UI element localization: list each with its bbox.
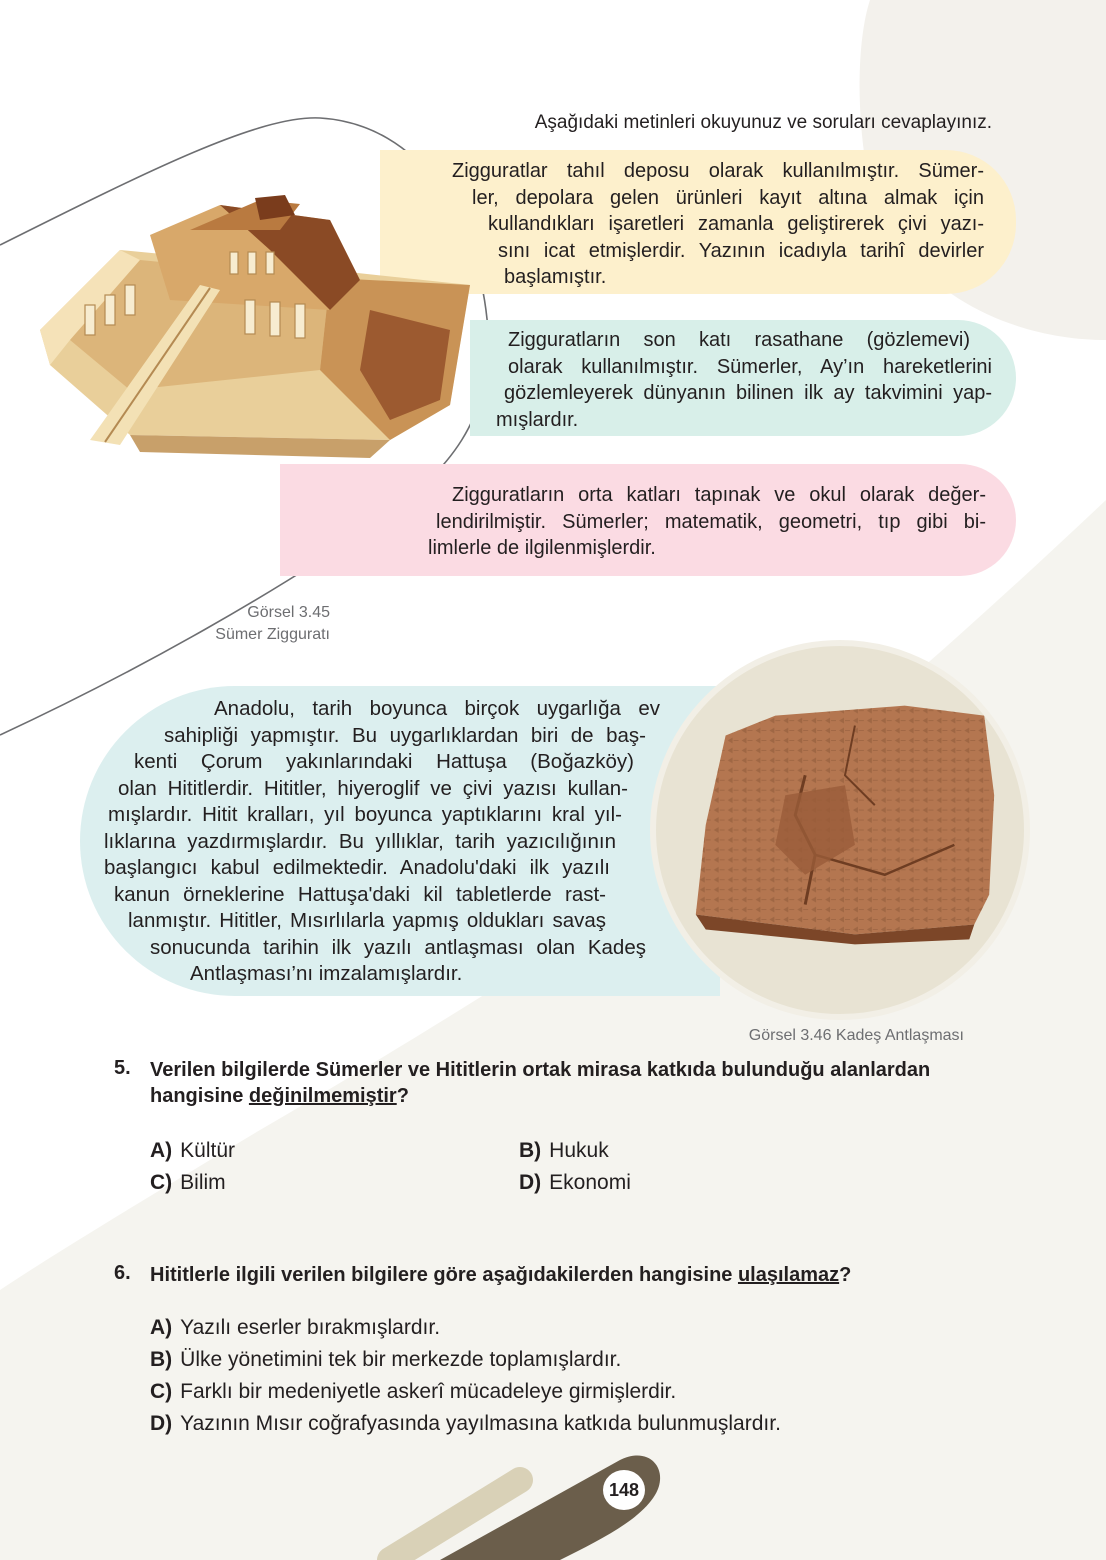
kadesh-tablet-image bbox=[656, 646, 1024, 1014]
option-text: Ekonomi bbox=[549, 1171, 631, 1194]
text-line: lanmıştır. Hititler, Mısırlılarla yapmış oldukları savaş bbox=[128, 909, 606, 932]
page-number: 148 bbox=[603, 1470, 645, 1510]
question-6-text bbox=[150, 1262, 1010, 1288]
option-text: Yazının Mısır coğrafyasında yayılmasına katkıda bulunmuşlardır. bbox=[180, 1412, 781, 1435]
question-5-keyword: değinilmemiştir bbox=[248, 1085, 397, 1107]
text-line: başlamıştır. bbox=[504, 266, 607, 288]
q5-option-b[interactable] bbox=[519, 1138, 609, 1164]
question-6-mark: ? bbox=[839, 1264, 852, 1286]
option-text: Bilim bbox=[180, 1171, 226, 1194]
question-6-number: 6. bbox=[114, 1262, 131, 1284]
option-key: A) bbox=[150, 1316, 173, 1339]
question-6-start: Hititlerle ilgili verilen bilgilere göre aşağıdakilerden hangisine bbox=[150, 1264, 738, 1286]
text-line: Antlaşması’nı imzalamışlardır. bbox=[190, 962, 463, 985]
text-line: mışlardır. Hitit kralları, yıl boyunca yaptıklarını kral yıl- bbox=[108, 803, 622, 826]
question-5-text bbox=[150, 1057, 1010, 1109]
text-line: sını icat etmişlerdir. Yazının icadıyla tarihî devirler bbox=[498, 239, 984, 262]
question-6-keyword: ulaşılamaz bbox=[737, 1264, 840, 1286]
text-line: sahipliği yapmıştır. Bu uygarlıklardan biri de baş- bbox=[164, 723, 646, 747]
figure-caption-kadesh: Görsel 3.46 Kadeş Antlaşması bbox=[748, 1027, 964, 1044]
option-text: Kültür bbox=[180, 1139, 236, 1162]
option-key: D) bbox=[150, 1412, 173, 1435]
text-line: olarak kullanılmıştır. Sümerler, Ay’ın hareketlerini bbox=[508, 355, 992, 378]
text-line: mışlardır. bbox=[496, 408, 579, 431]
q6-option-c[interactable] bbox=[150, 1379, 676, 1405]
q6-option-b[interactable] bbox=[150, 1347, 621, 1373]
option-key: A) bbox=[150, 1139, 173, 1162]
text-line: olan Hititlerdir. Hititler, hiyeroglif ve çivi yazısı kullan- bbox=[118, 776, 628, 800]
figure-number: Görsel 3.45 bbox=[247, 604, 330, 621]
option-key: C) bbox=[150, 1380, 173, 1403]
question-5-mark: ? bbox=[396, 1085, 409, 1107]
info-box-grain-storage-text bbox=[452, 158, 984, 291]
info-box-temple-school-text bbox=[398, 482, 986, 562]
text-line: gözlemleyerek dünyanın bilinen ilk ay takvimini yap- bbox=[504, 382, 992, 404]
figure-title: Sümer Zigguratı bbox=[215, 626, 330, 643]
option-text: Farklı bir medeniyetle askerî mücadeleye girmişlerdir. bbox=[180, 1380, 677, 1403]
ziggurat-illustration bbox=[30, 190, 470, 460]
question-5-number: 5. bbox=[114, 1057, 131, 1079]
question-5-line2-start: hangisine bbox=[150, 1085, 249, 1107]
figure-caption-ziggurat bbox=[150, 602, 330, 646]
text-line: Zigguratlar tahıl deposu olarak kullanılmıştır. Sümer- bbox=[452, 160, 984, 182]
text-line: sonucunda tarihin ilk yazılı antlaşması olan Kadeş bbox=[150, 935, 646, 959]
option-key: D) bbox=[519, 1171, 542, 1194]
info-box-hittites-text bbox=[104, 696, 660, 988]
q6-option-a[interactable] bbox=[150, 1315, 440, 1341]
text-line: Zigguratların son katı rasathane (gözlemevi) bbox=[508, 329, 970, 351]
q6-option-d[interactable] bbox=[150, 1411, 781, 1437]
info-box-observatory-text bbox=[496, 327, 992, 433]
option-key: B) bbox=[519, 1139, 542, 1162]
text-line: Anadolu, tarih boyunca birçok uygarlığa ev bbox=[214, 697, 660, 720]
question-5-line2 bbox=[150, 1083, 1010, 1109]
text-line: Zigguratların orta katları tapınak ve okul olarak değer- bbox=[452, 484, 986, 506]
q5-option-d[interactable] bbox=[519, 1170, 631, 1196]
kadesh-tablet-photo-frame bbox=[650, 640, 1030, 1020]
instruction-text: Aşağıdaki metinleri okuyunuz ve soruları cevaplayınız. bbox=[534, 112, 992, 133]
text-line: kenti Çorum yakınlarındaki Hattuşa (Boğazköy) bbox=[134, 750, 634, 773]
text-line: kullandıkları işaretleri zamanla geliştirerek çivi yazı- bbox=[488, 213, 984, 235]
q5-option-c[interactable] bbox=[150, 1170, 226, 1196]
text-line: başlangıcı kabul edilmektedir. Anadolu'daki ilk yazılı bbox=[104, 856, 610, 879]
q5-option-a[interactable] bbox=[150, 1138, 235, 1164]
text-line: limlerle de ilgilenmişlerdir. bbox=[428, 537, 656, 559]
option-key: B) bbox=[150, 1348, 173, 1371]
text-line: ler, depolara gelen ürünleri kayıt altına almak için bbox=[472, 186, 984, 209]
text-line: kanun örneklerine Hattuşa'daki kil tabletlerde rast- bbox=[114, 882, 606, 906]
text-line: lendirilmiştir. Sümerler; matematik, geometri, tıp gibi bi- bbox=[436, 510, 986, 533]
option-key: C) bbox=[150, 1171, 173, 1194]
text-line: lıklarına yazdırmışlardır. Bu yıllıklar, tarih yazıcılığının bbox=[104, 829, 616, 853]
option-text: Yazılı eserler bırakmışlardır. bbox=[180, 1316, 441, 1339]
question-5-line1: Verilen bilgilerde Sümerler ve Hititlerin ortak mirasa katkıda bulunduğu alanlardan bbox=[150, 1059, 931, 1081]
option-text: Ülke yönetimini tek bir merkezde toplamışlardır. bbox=[180, 1348, 622, 1371]
option-text: Hukuk bbox=[549, 1139, 609, 1162]
